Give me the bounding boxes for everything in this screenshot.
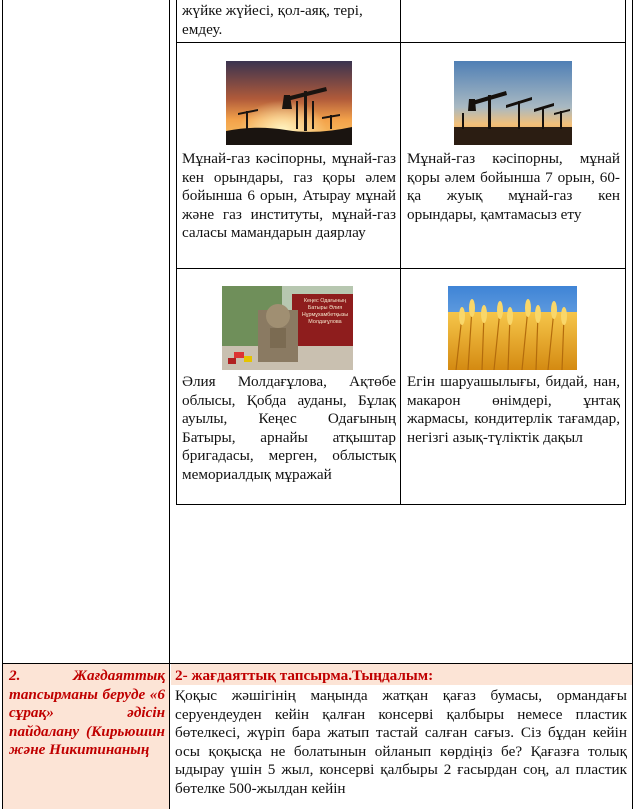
- oil-pump-sunset-image: [226, 61, 352, 145]
- monument-photo-image: [222, 286, 353, 370]
- inner-border-left: [176, 0, 177, 505]
- card-wheat-text: Егін шаруашылығы, бидай, нан, макарон өнімдері, ұнтақ жармасы, кондитерлік тағамдар, негізгі азық-түліктік дақыл: [407, 373, 620, 446]
- card-oil-gas-6-text: Мұнай-газ кәсіпорны, мұнай-газ кен орындары, газ қоры әлем бойынша 6 орын, Атырау мұнай және газ институты, мұнай-газ саласы мамандарын даярлау: [182, 150, 396, 242]
- section2-body: Қоқыс жәшігінің маңында жатқан қағаз бумасы, ормандағы серуендеуден кейін қалған консерві қалбыры немесе пластик бөтелкесі, жүріп бара жатып тастай салған сағыз. Сіз бұдан кейін осы қоқысқа не болатынын ойланып көрдіңіз бе? Қағазға толық ыдырау үшін 5 жыл, консерві қалбыры 2 ғасырдан соң, ал пластик бөтелке 500-жылдан кейін: [175, 687, 627, 797]
- monument-sign-line: Батыры Әлия: [307, 305, 343, 311]
- card-moldagulova-text: Әлия Молдағұлова, Ақтөбе облысы, Қобда ауданы, Бұлақ ауылы, Кеңес Одағының Батыры, арнайы атқыштар бригадасы, мерген, облыстық мемориалдық мұражай: [182, 373, 396, 483]
- table-border-right: [632, 0, 633, 809]
- top-cell-text: жүйке жүйесі, қол-аяқ, тері, емдеу.: [182, 2, 363, 38]
- table-row-divider: [2, 663, 633, 664]
- inner-border-right: [625, 0, 626, 505]
- monument-sign-line: Нұрмұхамбетқызы: [301, 312, 349, 318]
- monument-sign-line: Кеңес Одағының: [303, 298, 347, 304]
- table-border-left: [2, 0, 3, 809]
- inner-row-divider-2: [176, 268, 626, 269]
- table-col-divider: [169, 0, 170, 809]
- oil-pumps-field-image: [454, 61, 572, 145]
- inner-col-divider: [400, 0, 401, 505]
- monument-sign: [298, 298, 352, 326]
- inner-row-divider-1: [176, 42, 626, 43]
- card-oil-gas-7-text: Мұнай-газ кәсіпорны, мұнай қоры әлем бойынша 7 орын, 60-қа жуық мұнай-газ кен орындары, қамтамасыз ету: [407, 150, 620, 223]
- section2-left-label: 2. Жағдаяттық тапсырманы беруде «6 сұрақ» әдісін пайдалану (Кирьюшин және Никитинаның: [9, 667, 165, 759]
- section2-title: 2- жағдаяттық тапсырма.Тыңдалым:: [175, 667, 434, 684]
- inner-row-divider-3: [176, 504, 626, 505]
- wheat-field-image: [448, 286, 577, 370]
- monument-sign-line: Молдағұлова: [308, 319, 342, 325]
